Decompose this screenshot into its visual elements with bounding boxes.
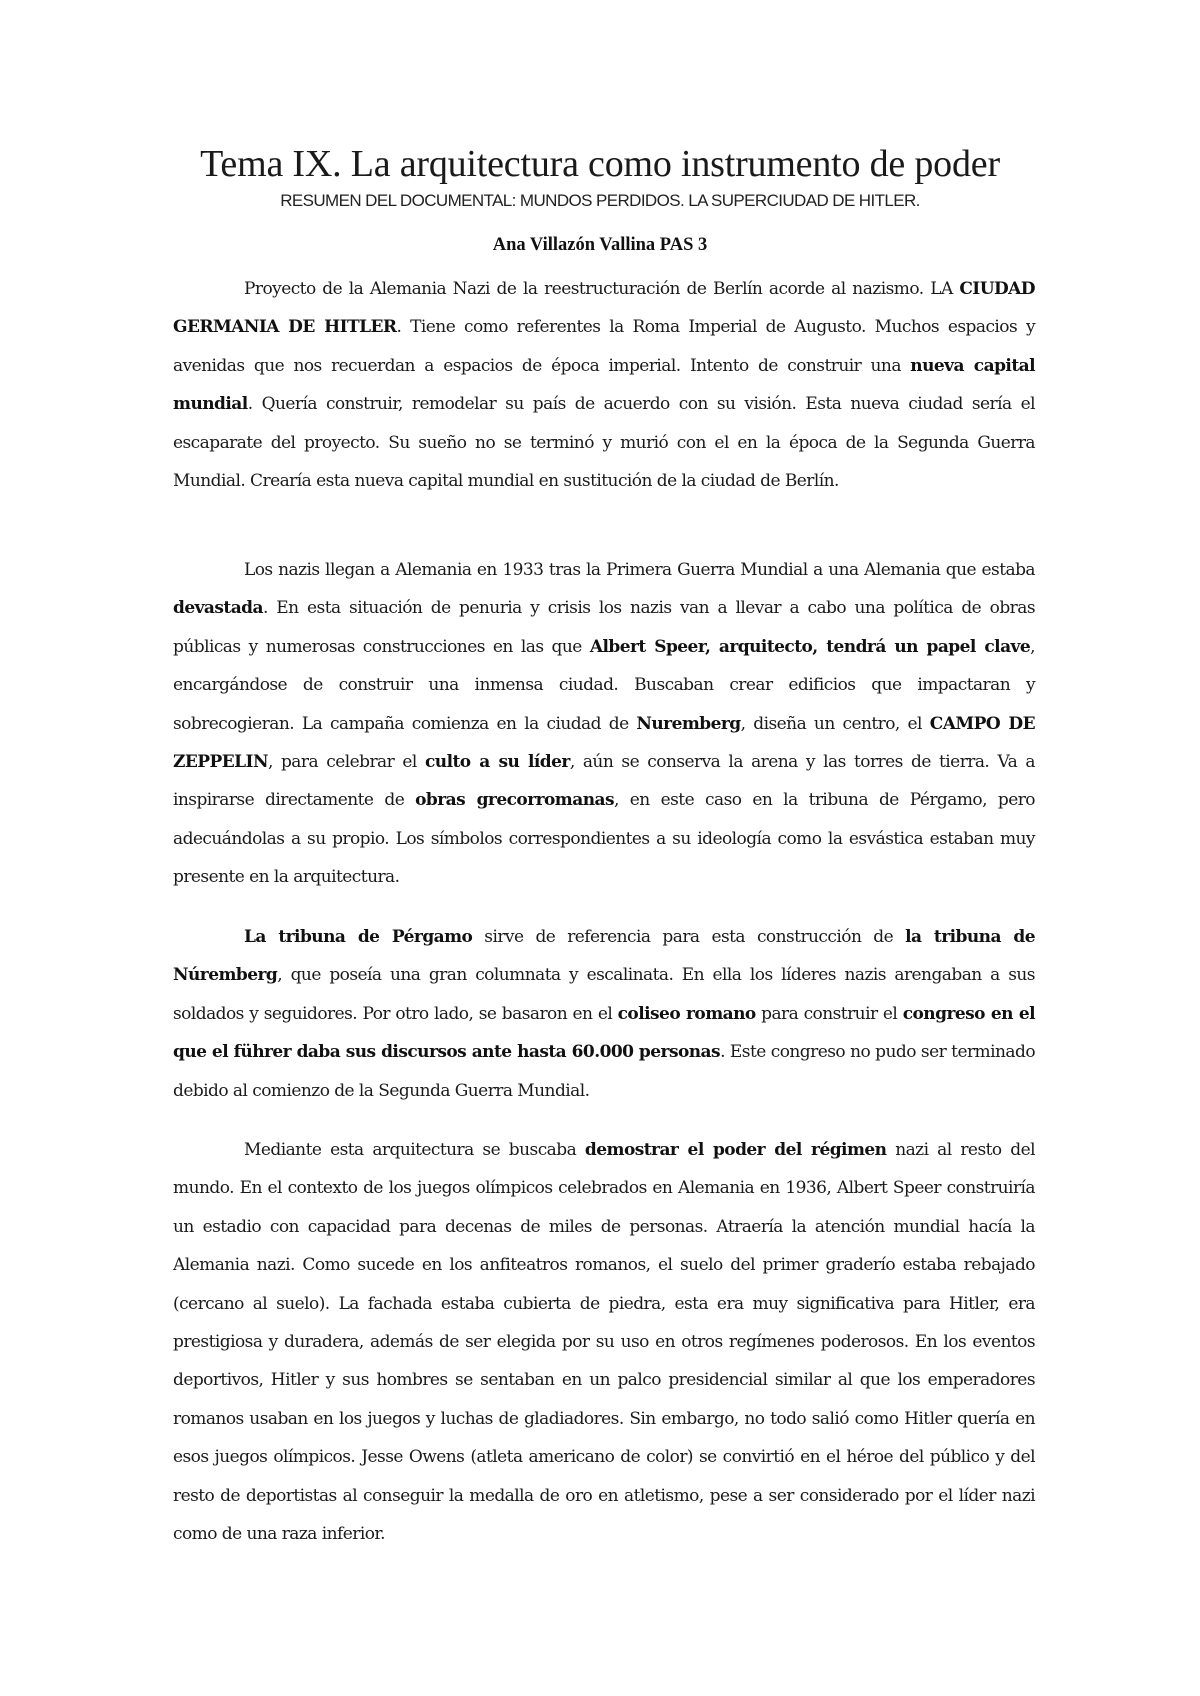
- text-run: . Quería construir, remodelar su país de acuerdo con su visión. Esta nueva ciudad sería el escaparate del proyecto. Su sueño no se terminó y murió con el en la época de la Segunda Guerra Mundial. Crearía esta nueva capital mundial en sustitución de la ciudad de Berlín.: [173, 394, 1035, 492]
- bold-text: demostrar el poder del régimen: [584, 1140, 887, 1160]
- document-title: Tema IX. La arquitectura como instrumento de poder: [200, 143, 1000, 185]
- bold-text: devastada: [173, 598, 263, 619]
- bold-text: obras grecorromanas: [415, 790, 614, 811]
- paragraph-2: [173, 551, 1035, 897]
- text-run: , para celebrar el: [267, 752, 425, 773]
- paragraph-4: [173, 1131, 1035, 1553]
- text-run: , que poseía una gran columnata y escalinata. En ella los líderes nazis arengaban a sus soldados y seguidores. Por otro lado, se basaron en el: [173, 965, 1035, 1024]
- text-run: . Este congreso no pudo ser terminado debido al comienzo de la Segunda Guerra Mundial.: [173, 1042, 1036, 1101]
- text-run: , encargándose de construir una inmensa ciudad. Buscaban crear edificios que impactaran y sobrecogieran. La campaña comienza en la ciudad de: [173, 636, 1035, 734]
- text-run: nazi al resto del mundo. En el contexto de los juegos olímpicos celebrados en Alemania en 1936, Albert Speer construiría un estadio con capacidad para decenas de miles de personas. Atraería la atención mundial hacía la Alemania nazi. Como sucede en los anfiteatros romanos, el suelo del primer graderío estaba rebajado (cercano al suelo). La fachada estaba cubierta de piedra, esta era muy significativa para Hitler, era prestigiosa y duradera, además de ser elegida por su uso en otros regímenes poderosos. En los eventos deportivos, Hitler y sus hombres se sentaban en un palco presidencial similar al que los emperadores romanos usaban en los juegos y luchas de gladiadores. Sin embargo, no todo salió como Hitler quería en esos juegos olímpicos. Jesse Owens (atleta americano de color) se convirtió en el héroe del público y del resto de deportistas al conseguir la medalla de oro en atletismo, pese a ser considerado por el líder nazi como de una raza inferior.: [173, 1140, 1036, 1545]
- bold-text: coliseo romano: [617, 1003, 756, 1024]
- bold-text: CAMPO DE ZEPPELIN: [173, 713, 1036, 773]
- text-run: Mediante esta arquitectura se buscaba: [244, 1140, 585, 1160]
- text-run: Los nazis llegan a Alemania en 1933 tras la Primera Guerra Mundial a una Alemania que estaba: [244, 560, 1035, 580]
- text-run: . Tiene como referentes la Roma Imperial de Augusto. Muchos espacios y avenidas que nos recuerdan a espacios de época imperial. Intento de construir una: [173, 317, 1035, 376]
- document-subtitle: RESUMEN DEL DOCUMENTAL: MUNDOS PERDIDOS. LA SUPERCIUDAD DE HITLER.: [280, 191, 920, 210]
- text-run: para construir el: [755, 1003, 903, 1024]
- text-run: sirve de referencia para esta construcción de: [472, 927, 906, 947]
- text-run: Proyecto de la Alemania Nazi de la reestructuración de Berlín acorde al nazismo. LA: [244, 279, 960, 299]
- bold-text: Albert Speer, arquitecto, tendrá un papel clave: [589, 636, 1031, 657]
- text-run: , en este caso en la tribuna de Pérgamo, pero adecuándolas a su propio. Los símbolos correspondientes a su ideología como la esvástica estaban muy presente en la arquitectura.: [173, 790, 1035, 888]
- text-run: , aún se conserva la arena y las torres de tierra. Va a inspirarse directamente de: [173, 752, 1035, 811]
- bold-text: la tribuna de Núremberg: [173, 927, 1035, 986]
- text-run: , diseña un centro, el: [740, 713, 930, 734]
- bold-text: La tribuna de Pérgamo: [244, 927, 473, 947]
- bold-text: congreso en el que el führer daba sus discursos ante hasta 60.000 personas: [173, 1003, 1035, 1063]
- text-run: . En esta situación de penuria y crisis los nazis van a llevar a cabo una política de obras públicas y numerosas construcciones en las que: [173, 598, 1035, 657]
- bold-text: culto a su líder: [424, 752, 570, 773]
- bold-text: Nuremberg: [636, 713, 741, 734]
- paragraph-1: [173, 270, 1035, 500]
- paragraph-3: [173, 918, 1035, 1110]
- bold-text: nueva capital mundial: [173, 355, 1035, 415]
- document-author: Ana Villazón Vallina PAS 3: [492, 235, 708, 255]
- bold-text: CIUDAD GERMANIA DE HITLER: [173, 279, 1035, 338]
